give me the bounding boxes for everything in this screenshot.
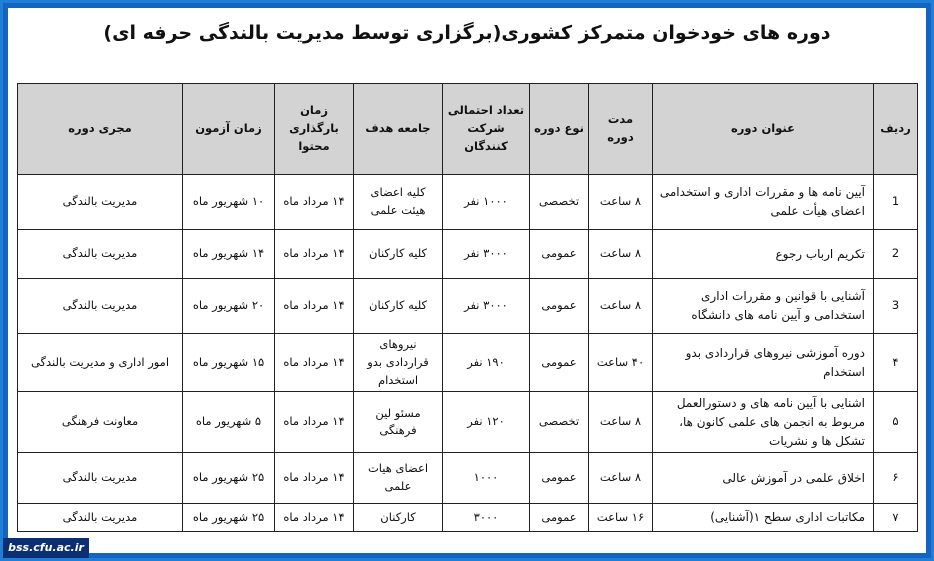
table-cell: دوره آموزشی نیروهای قراردادی بدو استخدام bbox=[653, 334, 874, 392]
table-cell: ۳۰۰۰ bbox=[443, 504, 530, 532]
table-row bbox=[18, 504, 918, 532]
table-cell: کلیه کارکنان bbox=[354, 279, 443, 334]
table-row bbox=[18, 230, 918, 279]
table-cell: کارکنان bbox=[354, 504, 443, 532]
table-row bbox=[18, 453, 918, 504]
table-row bbox=[18, 334, 918, 392]
table-cell: تخصصی bbox=[530, 175, 589, 230]
table-cell: ۸ ساعت bbox=[589, 392, 653, 453]
table-cell: مدیریت بالندگی bbox=[18, 279, 183, 334]
table-cell: ۱۴ مرداد ماه bbox=[275, 334, 354, 392]
table-cell: ۱۵ شهریور ماه bbox=[183, 334, 275, 392]
header-cell: عنوان دوره bbox=[653, 84, 874, 175]
table-cell: ۱۹۰ نفر bbox=[443, 334, 530, 392]
table-cell: مدیریت بالندگی bbox=[18, 504, 183, 532]
table-cell: 3 bbox=[874, 279, 918, 334]
courses-table bbox=[17, 83, 918, 532]
table-cell: اعضای هیات علمی bbox=[354, 453, 443, 504]
table-cell: ۱۴ مرداد ماه bbox=[275, 504, 354, 532]
table-cell: ۱۴ مرداد ماه bbox=[275, 279, 354, 334]
table-cell: معاونت فرهنگی bbox=[18, 392, 183, 453]
table-row bbox=[18, 279, 918, 334]
table-cell: 1 bbox=[874, 175, 918, 230]
table-cell: ۱۰۰۰ bbox=[443, 453, 530, 504]
table-cell: کلیه اعضای هیئت علمی bbox=[354, 175, 443, 230]
table-cell: امور اداری و مدیریت بالندگی bbox=[18, 334, 183, 392]
table-cell: تخصصی bbox=[530, 392, 589, 453]
table-cell: مکاتبات اداری سطح ۱(آشنایی) bbox=[653, 504, 874, 532]
header-cell: زمان بارگذاری محتوا bbox=[275, 84, 354, 175]
table-cell: ۷ bbox=[874, 504, 918, 532]
header-cell: مجری دوره bbox=[18, 84, 183, 175]
table-cell: ۱۰۰۰ نفر bbox=[443, 175, 530, 230]
table-cell: ۱۴ مرداد ماه bbox=[275, 175, 354, 230]
table-cell: آیین نامه ها و مقررات اداری و استخدامی اعضای هیأت علمی bbox=[653, 175, 874, 230]
site-watermark: bss.cfu.ac.ir bbox=[3, 538, 89, 558]
table-cell: ۱۴ مرداد ماه bbox=[275, 453, 354, 504]
table-cell: مسئو لین فرهنگی bbox=[354, 392, 443, 453]
page-frame bbox=[3, 3, 931, 558]
table-cell: ۸ ساعت bbox=[589, 453, 653, 504]
table-cell: ۱۲۰ نفر bbox=[443, 392, 530, 453]
header-cell: زمان آزمون bbox=[183, 84, 275, 175]
table-cell: ۳۰۰۰ نفر bbox=[443, 230, 530, 279]
table-cell: ۵ bbox=[874, 392, 918, 453]
table-cell: ۸ ساعت bbox=[589, 279, 653, 334]
table-cell: نیروهای قراردادی بدو استخدام bbox=[354, 334, 443, 392]
document-title: دوره های خودخوان متمرکز کشوری(برگزاری توسط مدیریت بالندگی حرفه ای) bbox=[103, 22, 831, 44]
table-cell: ۶ bbox=[874, 453, 918, 504]
table-cell: ۲۵ شهریور ماه bbox=[183, 504, 275, 532]
table-cell: کلیه کارکنان bbox=[354, 230, 443, 279]
document-page bbox=[8, 8, 926, 553]
table-cell: ۸ ساعت bbox=[589, 230, 653, 279]
table-cell: ۱۰ شهریور ماه bbox=[183, 175, 275, 230]
table-cell: ۱۴ مرداد ماه bbox=[275, 392, 354, 453]
table-cell: مدیریت بالندگی bbox=[18, 175, 183, 230]
table-cell: 2 bbox=[874, 230, 918, 279]
table-cell: عمومی bbox=[530, 279, 589, 334]
table-cell: ۴ bbox=[874, 334, 918, 392]
table-cell: مدیریت بالندگی bbox=[18, 453, 183, 504]
header-cell: تعداد احتمالی شرکت کنندگان bbox=[443, 84, 530, 175]
table-cell: تکریم ارباب رجوع bbox=[653, 230, 874, 279]
table-cell: ۱۴ شهریور ماه bbox=[183, 230, 275, 279]
table-row bbox=[18, 392, 918, 453]
table-cell: ۵ شهریور ماه bbox=[183, 392, 275, 453]
header-cell: مدت دوره bbox=[589, 84, 653, 175]
table-cell: اخلاق علمی در آموزش عالی bbox=[653, 453, 874, 504]
header-cell: ردیف bbox=[874, 84, 918, 175]
table-cell: مدیریت بالندگی bbox=[18, 230, 183, 279]
table-row bbox=[18, 175, 918, 230]
table-cell: عمومی bbox=[530, 334, 589, 392]
table-cell: ۱۴ مرداد ماه bbox=[275, 230, 354, 279]
table-cell: ۱۶ ساعت bbox=[589, 504, 653, 532]
table-header-row bbox=[18, 84, 918, 175]
table-cell: عمومی bbox=[530, 504, 589, 532]
table-cell: ۴۰ ساعت bbox=[589, 334, 653, 392]
table-cell: ۳۰۰۰ نفر bbox=[443, 279, 530, 334]
table-cell: ۲۰ شهریور ماه bbox=[183, 279, 275, 334]
table-cell: عمومی bbox=[530, 453, 589, 504]
table-cell: عمومی bbox=[530, 230, 589, 279]
header-cell: نوع دوره bbox=[530, 84, 589, 175]
table-cell: ۸ ساعت bbox=[589, 175, 653, 230]
header-cell: جامعه هدف bbox=[354, 84, 443, 175]
table-cell: آشنایی با قوانین و مقررات اداری استخدامی و آیین نامه های دانشگاه bbox=[653, 279, 874, 334]
table-cell: اشنایی با آیین نامه های و دستورالعمل مربوط به انجمن های علمی کانون ها، تشکل ها و نشریات bbox=[653, 392, 874, 453]
table-cell: ۲۵ شهریور ماه bbox=[183, 453, 275, 504]
